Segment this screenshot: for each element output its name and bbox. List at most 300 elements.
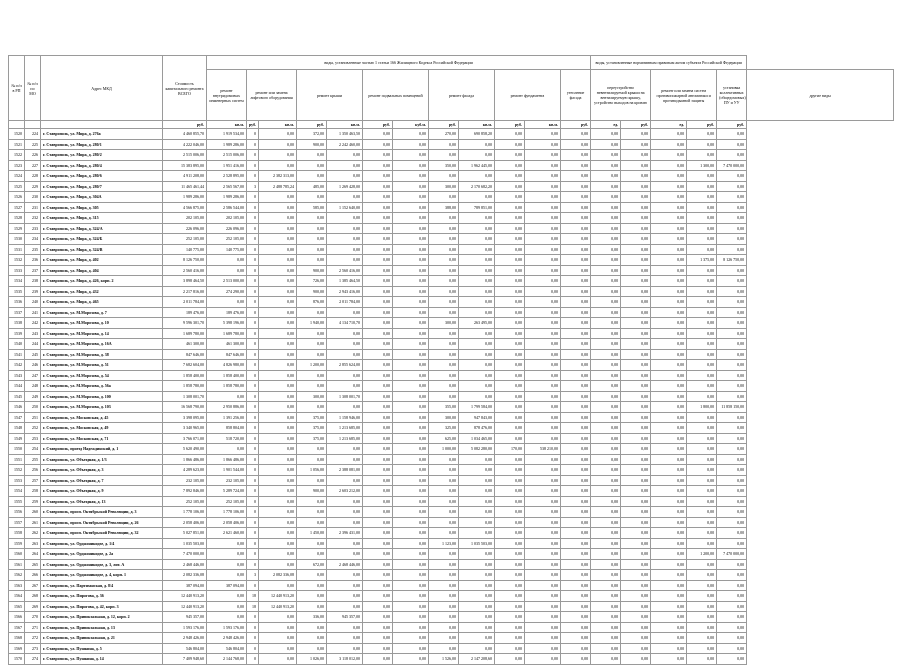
row-value: 2 560 416,00 xyxy=(327,265,363,276)
row-address: г. Ставрополь, ул. М.Морозова, д. 16А xyxy=(41,339,163,350)
row-value: 3 898 464,50 xyxy=(163,276,207,287)
table-row xyxy=(9,244,894,255)
row-value: 0,00 xyxy=(525,538,561,549)
row-value: 1 035 503,00 xyxy=(459,538,495,549)
row-value: 0,00 xyxy=(327,591,363,602)
row-value: 0,00 xyxy=(651,171,687,182)
row-value: 0,00 xyxy=(525,223,561,234)
row-number-mo: 231 xyxy=(25,202,41,213)
row-value: 0,00 xyxy=(259,223,297,234)
row-value: 0,00 xyxy=(651,496,687,507)
row-value: 0,00 xyxy=(591,181,621,192)
row-value: 0,00 xyxy=(495,654,525,665)
row-value: 336,00 xyxy=(297,612,327,623)
row-address: г. Ставрополь, ул. Пушкина, д. 5 xyxy=(41,643,163,654)
row-value: 0,00 xyxy=(363,570,393,581)
unit-cell: руб. xyxy=(429,121,459,129)
row-value: 0,00 xyxy=(525,318,561,329)
row-value: 0,00 xyxy=(297,150,327,161)
row-value: 0,00 xyxy=(459,234,495,245)
row-value: 0,00 xyxy=(591,129,621,140)
table-row xyxy=(9,423,894,434)
row-value: 0,00 xyxy=(561,486,591,497)
row-value: 0,00 xyxy=(429,381,459,392)
row-value: 0,00 xyxy=(591,454,621,465)
row-value: 0,00 xyxy=(561,381,591,392)
col-facade-insulation: утепление фасада xyxy=(561,70,591,121)
row-value: 0,00 xyxy=(207,612,247,623)
row-value: 0,00 xyxy=(525,139,561,150)
row-value: 387 094,00 xyxy=(163,580,207,591)
row-address: г. Ставрополь, ул. Московская, д. 49 xyxy=(41,423,163,434)
row-value: 0,00 xyxy=(525,496,561,507)
row-value: 0,00 xyxy=(525,528,561,539)
row-value: 0,00 xyxy=(687,601,717,612)
row-value: 0,00 xyxy=(687,496,717,507)
row-value: 0,00 xyxy=(651,150,687,161)
row-value: 0,00 xyxy=(495,465,525,476)
unit-cell: руб. xyxy=(621,121,651,129)
row-value: 1 200,00 xyxy=(297,360,327,371)
row-value: 0,00 xyxy=(429,349,459,360)
row-value: 0,00 xyxy=(459,276,495,287)
row-value: 0,00 xyxy=(621,381,651,392)
row-value: 0,00 xyxy=(591,171,621,182)
row-value: 0,00 xyxy=(561,213,591,224)
row-value: 538 210,00 xyxy=(525,444,561,455)
row-value: 0,00 xyxy=(459,307,495,318)
row-number-mo: 273 xyxy=(25,643,41,654)
row-value: 0,00 xyxy=(393,580,429,591)
row-value: 1 962 445,00 xyxy=(459,160,495,171)
row-value: 0,00 xyxy=(621,507,651,518)
row-value: 1 799 584,00 xyxy=(459,402,495,413)
row-value: 0,00 xyxy=(495,391,525,402)
row-number-mo: 249 xyxy=(25,391,41,402)
row-value: 0,00 xyxy=(591,160,621,171)
row-value: 1 158 946,00 xyxy=(327,412,363,423)
row-value: 0,00 xyxy=(525,276,561,287)
row-value: 0,00 xyxy=(591,328,621,339)
row-value: 0,00 xyxy=(621,412,651,423)
row-value: 0,00 xyxy=(297,643,327,654)
row-number-mo: 246 xyxy=(25,360,41,371)
row-value: 0,00 xyxy=(393,307,429,318)
row-value: 0,00 xyxy=(393,570,429,581)
row-value: 0,00 xyxy=(561,370,591,381)
row-value: 0,00 xyxy=(363,496,393,507)
row-value: 0,00 xyxy=(717,622,747,633)
row-value: 0,00 xyxy=(327,244,363,255)
row-value: 0,00 xyxy=(717,580,747,591)
row-value: 0,00 xyxy=(429,507,459,518)
table-row xyxy=(9,612,894,623)
row-value: 0,00 xyxy=(621,444,651,455)
row-value: 0,00 xyxy=(363,643,393,654)
row-value: 0,00 xyxy=(717,538,747,549)
unit-cell: куб.м. xyxy=(393,121,429,129)
row-number-rp: 1527 xyxy=(9,202,25,213)
row-value: 0,00 xyxy=(621,496,651,507)
row-value: 0,00 xyxy=(393,171,429,182)
row-value: 0,00 xyxy=(687,486,717,497)
row-value: 0,00 xyxy=(525,486,561,497)
row-value: 0,00 xyxy=(591,475,621,486)
row-value: 0,00 xyxy=(525,171,561,182)
row-value: 0,00 xyxy=(561,202,591,213)
capital-repair-table xyxy=(8,55,894,665)
row-value: 1 778 106,00 xyxy=(207,507,247,518)
row-value: 274 290,00 xyxy=(207,286,247,297)
row-value: 0,00 xyxy=(687,381,717,392)
row-value: 2 621 460,00 xyxy=(207,528,247,539)
row-value: 0,00 xyxy=(297,517,327,528)
row-number-rp: 1569 xyxy=(9,643,25,654)
row-value: 0,00 xyxy=(393,633,429,644)
row-value: 1 450,00 xyxy=(297,528,327,539)
row-value: 0,00 xyxy=(495,475,525,486)
row-value: 0,00 xyxy=(561,433,591,444)
row-address: г. Ставрополь, ул. Мира, д. 324/А xyxy=(41,223,163,234)
row-address: г. Ставрополь, просп. Октябрьской Революции, д. 32 xyxy=(41,528,163,539)
row-value: 0,00 xyxy=(259,507,297,518)
row-value: 0,00 xyxy=(717,265,747,276)
row-value: 0,00 xyxy=(259,580,297,591)
row-value: 0,00 xyxy=(621,654,651,665)
row-value: 0 xyxy=(247,370,259,381)
row-value: 0,00 xyxy=(495,171,525,182)
row-value: 0 xyxy=(247,402,259,413)
row-value: 0,00 xyxy=(495,192,525,203)
row-value: 0,00 xyxy=(363,517,393,528)
group-header-housing-code: виды, установленные частью 1 статьи 166 Жилищного Кодекса Российской Федерации xyxy=(207,56,591,70)
row-value: 0,00 xyxy=(297,171,327,182)
row-value: 0,00 xyxy=(327,339,363,350)
row-value: 0,00 xyxy=(525,192,561,203)
row-value: 789 851,00 xyxy=(459,202,495,213)
row-number-rp: 1559 xyxy=(9,538,25,549)
row-value: 1 308 001,70 xyxy=(163,391,207,402)
row-value: 0 xyxy=(247,328,259,339)
row-value: 0,00 xyxy=(717,601,747,612)
row-value: 0,00 xyxy=(651,486,687,497)
row-value: 0,00 xyxy=(459,528,495,539)
row-value: 0,00 xyxy=(561,286,591,297)
row-value: 2 528 895,00 xyxy=(207,171,247,182)
row-value: 0,00 xyxy=(327,160,363,171)
row-value: 847 646,00 xyxy=(163,349,207,360)
row-value: 0,00 xyxy=(297,402,327,413)
row-value: 0,00 xyxy=(393,318,429,329)
row-number-mo: 265 xyxy=(25,559,41,570)
row-value: 0,00 xyxy=(525,265,561,276)
row-value: 0 xyxy=(247,507,259,518)
row-value: 4 289 623,00 xyxy=(163,465,207,476)
row-number-rp: 1528 xyxy=(9,213,25,224)
row-number-mo: 225 xyxy=(25,139,41,150)
row-value: 0,00 xyxy=(651,349,687,360)
row-value: 0,00 xyxy=(259,213,297,224)
row-value: 0,00 xyxy=(525,559,561,570)
row-value: 0,00 xyxy=(687,433,717,444)
row-value: 0,00 xyxy=(259,496,297,507)
table-row xyxy=(9,412,894,423)
row-value: 2 560 416,00 xyxy=(163,265,207,276)
row-number-rp: 1547 xyxy=(9,412,25,423)
row-value: 2 011 784,00 xyxy=(327,297,363,308)
row-value: 0 xyxy=(247,528,259,539)
row-value: 0,00 xyxy=(621,160,651,171)
unit-cell: кв.м. xyxy=(259,121,297,129)
row-value: 0,00 xyxy=(363,601,393,612)
row-value: 1 123,00 xyxy=(429,538,459,549)
row-value: 0,00 xyxy=(621,601,651,612)
row-value: 0,00 xyxy=(429,643,459,654)
row-number-rp: 1549 xyxy=(9,433,25,444)
row-value: 0,00 xyxy=(561,192,591,203)
row-value: 0,00 xyxy=(621,265,651,276)
row-value: 0,00 xyxy=(297,496,327,507)
row-value: 226 096,00 xyxy=(163,223,207,234)
row-value: 0,00 xyxy=(259,517,297,528)
row-value: 2 586 544,00 xyxy=(207,202,247,213)
row-value: 0,00 xyxy=(495,244,525,255)
unit-cell: кв.м. xyxy=(327,121,363,129)
table-body xyxy=(9,129,894,665)
row-value: 2 948 426,00 xyxy=(207,633,247,644)
row-value: 0,00 xyxy=(591,591,621,602)
row-value: 0,00 xyxy=(429,622,459,633)
row-value: 0,00 xyxy=(459,475,495,486)
row-value: 0,00 xyxy=(717,433,747,444)
row-value: 0,00 xyxy=(495,276,525,287)
row-value: 0,00 xyxy=(621,150,651,161)
row-value: 0,00 xyxy=(297,381,327,392)
row-value: 0,00 xyxy=(561,297,591,308)
row-value: 2 388 081,00 xyxy=(327,465,363,476)
row-value: 0,00 xyxy=(525,360,561,371)
row-value: 0,00 xyxy=(259,559,297,570)
row-number-rp: 1531 xyxy=(9,244,25,255)
row-number-mo: 244 xyxy=(25,339,41,350)
row-value: 2 217 816,00 xyxy=(163,286,207,297)
row-value: 0,00 xyxy=(687,412,717,423)
row-value: 0,00 xyxy=(591,192,621,203)
row-value: 0,00 xyxy=(459,643,495,654)
row-value: 0,00 xyxy=(429,370,459,381)
row-value: 0,00 xyxy=(651,339,687,350)
row-value: 0,00 xyxy=(651,507,687,518)
row-value: 947 843,00 xyxy=(459,412,495,423)
row-value: 0,00 xyxy=(621,538,651,549)
row-value: 0 xyxy=(247,612,259,623)
row-number-rp: 1552 xyxy=(9,465,25,476)
row-value: 2 468 446,00 xyxy=(327,559,363,570)
row-value: 0,00 xyxy=(327,496,363,507)
row-value: 0,00 xyxy=(687,465,717,476)
row-value: 0,00 xyxy=(651,202,687,213)
row-value: 0,00 xyxy=(651,402,687,413)
row-value: 0,00 xyxy=(459,486,495,497)
row-value: 350,00 xyxy=(429,160,459,171)
row-value: 0,00 xyxy=(591,150,621,161)
row-value: 0,00 xyxy=(591,580,621,591)
row-value: 0,00 xyxy=(297,507,327,518)
row-value: 0,00 xyxy=(687,622,717,633)
row-value: 0,00 xyxy=(525,423,561,434)
row-value: 0,00 xyxy=(591,433,621,444)
row-number-rp: 1523 xyxy=(9,160,25,171)
row-value: 0,00 xyxy=(651,528,687,539)
row-number-rp: 1541 xyxy=(9,349,25,360)
row-value: 0,00 xyxy=(717,591,747,602)
row-value: 1 858 780,00 xyxy=(207,381,247,392)
row-value: 0,00 xyxy=(591,549,621,560)
row-value: 5 027 851,00 xyxy=(163,528,207,539)
row-value: 0,00 xyxy=(297,580,327,591)
row-value: 0,00 xyxy=(459,360,495,371)
row-number-mo: 270 xyxy=(25,612,41,623)
row-value: 0,00 xyxy=(561,171,591,182)
row-value: 0,00 xyxy=(591,286,621,297)
row-value: 0,00 xyxy=(259,328,297,339)
row-value: 0,00 xyxy=(651,255,687,266)
row-value: 0,00 xyxy=(717,297,747,308)
row-value: 0,00 xyxy=(207,601,247,612)
table-row xyxy=(9,517,894,528)
row-value: 0,00 xyxy=(327,381,363,392)
row-value: 2 515 006,00 xyxy=(207,150,247,161)
row-value: 0,00 xyxy=(591,633,621,644)
col-address: Адрес МКД xyxy=(41,56,163,121)
row-value: 0,00 xyxy=(259,360,297,371)
row-value: 0,00 xyxy=(651,370,687,381)
row-value: 7 470 000,00 xyxy=(717,160,747,171)
table-row xyxy=(9,633,894,644)
table-row xyxy=(9,318,894,329)
row-value: 0,00 xyxy=(561,570,591,581)
row-value: 0,00 xyxy=(525,150,561,161)
row-number-rp: 1533 xyxy=(9,265,25,276)
row-value: 0,00 xyxy=(651,444,687,455)
row-value: 0,00 xyxy=(393,496,429,507)
row-number-rp: 1562 xyxy=(9,570,25,581)
col-roof: ремонт крыши xyxy=(297,70,363,121)
table-row xyxy=(9,475,894,486)
row-value: 0,00 xyxy=(621,139,651,150)
row-value: 0,00 xyxy=(495,591,525,602)
row-value: 0,00 xyxy=(651,559,687,570)
row-value: 0,00 xyxy=(259,475,297,486)
row-value: 0,00 xyxy=(429,486,459,497)
row-value: 0,00 xyxy=(621,339,651,350)
row-value: 0,00 xyxy=(459,297,495,308)
row-number-rp: 1545 xyxy=(9,391,25,402)
row-value: 0,00 xyxy=(363,633,393,644)
row-value: 0,00 xyxy=(459,591,495,602)
row-number-mo: 242 xyxy=(25,318,41,329)
row-value: 252 105,00 xyxy=(163,496,207,507)
row-value: 0,00 xyxy=(591,139,621,150)
row-value: 0,00 xyxy=(561,412,591,423)
row-value: 0,00 xyxy=(393,465,429,476)
row-value: 252 105,00 xyxy=(207,496,247,507)
row-address: г. Ставрополь, ул. Орджоникидзе, д. 2а xyxy=(41,549,163,560)
row-value: 0,00 xyxy=(495,423,525,434)
row-value: 0,00 xyxy=(717,559,747,570)
table-row xyxy=(9,255,894,266)
row-value: 0,00 xyxy=(495,234,525,245)
row-address: г. Ставрополь, ул. Мира, д. 280/6 xyxy=(41,171,163,182)
row-value: 0,00 xyxy=(495,181,525,192)
row-value: 0,00 xyxy=(621,244,651,255)
row-value: 263 495,00 xyxy=(459,318,495,329)
row-value: 0,00 xyxy=(591,339,621,350)
row-value: 0,00 xyxy=(687,643,717,654)
col-engineering-systems: ремонт внутридомовых инженерных систем xyxy=(207,70,247,121)
row-value: 0,00 xyxy=(687,171,717,182)
row-value: 0,00 xyxy=(591,423,621,434)
row-value: 0,00 xyxy=(687,297,717,308)
row-value: 0,00 xyxy=(297,349,327,360)
col-flat-roof: переустройство невентилируемой крыши на вентилируемую крышу, устройство выходов на кровлю xyxy=(591,70,651,121)
row-value: 2 011 784,00 xyxy=(163,297,207,308)
row-value: 0,00 xyxy=(429,139,459,150)
row-value: 0,00 xyxy=(561,612,591,623)
row-value: 140 775,00 xyxy=(163,244,207,255)
row-value: 0,00 xyxy=(561,328,591,339)
row-value: 0,00 xyxy=(717,129,747,140)
row-value: 0,00 xyxy=(327,580,363,591)
row-value: 0,00 xyxy=(717,633,747,644)
row-value: 0,00 xyxy=(495,213,525,224)
spreadsheet xyxy=(8,55,894,665)
row-value: 0,00 xyxy=(717,454,747,465)
row-value: 2 513 000,00 xyxy=(207,276,247,287)
col-number-mo: № п/п по МО xyxy=(25,56,41,121)
row-value: 0,00 xyxy=(621,643,651,654)
row-value: 0,00 xyxy=(621,234,651,245)
row-value: 0,00 xyxy=(687,370,717,381)
row-value: 0,00 xyxy=(327,328,363,339)
row-value: 0,00 xyxy=(259,349,297,360)
row-value: 0,00 xyxy=(651,517,687,528)
row-value: 0,00 xyxy=(561,538,591,549)
row-value: 11 858 150,00 xyxy=(717,402,747,413)
row-address: г. Ставрополь, ул. Мира, д. 280/7 xyxy=(41,181,163,192)
row-number-rp: 1542 xyxy=(9,360,25,371)
row-value: 0,00 xyxy=(651,244,687,255)
row-value: 0,00 xyxy=(687,328,717,339)
row-value: 0,00 xyxy=(297,570,327,581)
row-value: 0,00 xyxy=(621,423,651,434)
row-value: 252 105,00 xyxy=(207,234,247,245)
row-value: 0,00 xyxy=(717,423,747,434)
row-value: 0,00 xyxy=(561,307,591,318)
table-row xyxy=(9,349,894,360)
row-value: 5 620 490,00 xyxy=(163,444,207,455)
row-value: 2 082 336,08 xyxy=(163,570,207,581)
row-value: 0 xyxy=(247,255,259,266)
row-number-rp: 1536 xyxy=(9,297,25,308)
row-value: 0,00 xyxy=(525,454,561,465)
row-value: 0,00 xyxy=(591,612,621,623)
row-value: 0,00 xyxy=(525,328,561,339)
row-number-rp: 1526 xyxy=(9,192,25,203)
row-value: 0,00 xyxy=(297,633,327,644)
unit-cell: руб. xyxy=(247,121,259,129)
col-fire-systems: ремонт или замена систем противопожарной автоматики и противодымной защиты xyxy=(651,70,717,121)
